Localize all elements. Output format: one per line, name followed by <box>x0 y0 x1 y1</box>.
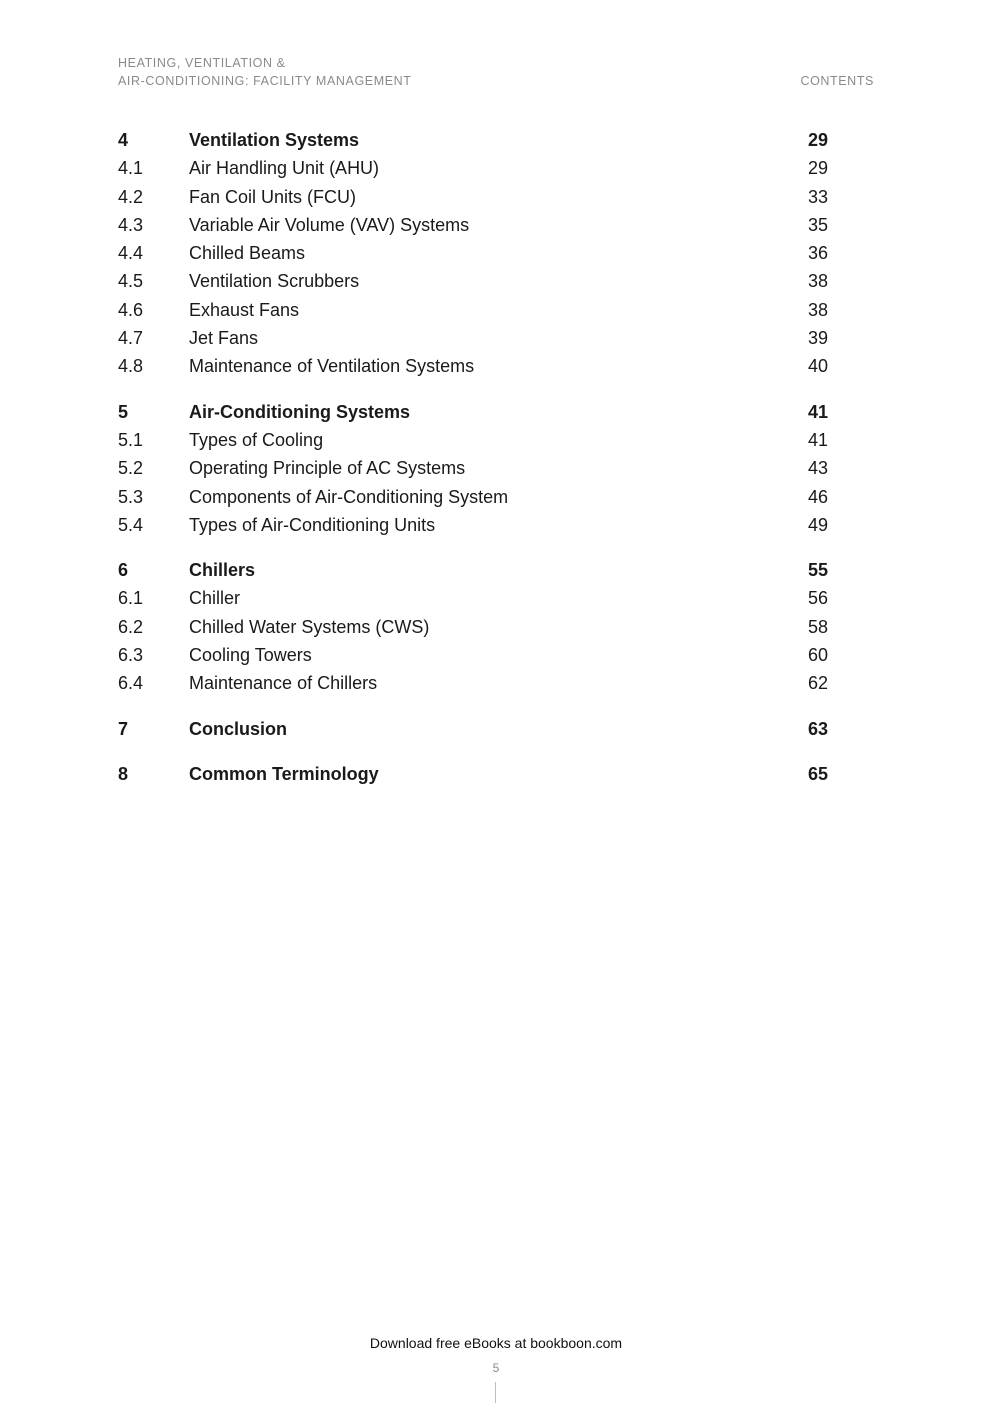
entry-title: Types of Air-Conditioning Units <box>189 514 436 535</box>
toc-entry-row[interactable] <box>118 296 828 324</box>
entry-title: Common Terminology <box>189 763 379 784</box>
entry-page-number: 40 <box>807 356 828 377</box>
toc-entry-row[interactable] <box>118 324 828 352</box>
entry-number: 5 <box>118 401 129 422</box>
entry-title: Variable Air Volume (VAV) Systems <box>189 214 470 235</box>
entry-number: 8 <box>118 763 129 784</box>
toc-section <box>118 556 828 697</box>
entry-number: 4.3 <box>118 214 144 235</box>
entry-number: 4.1 <box>118 158 144 179</box>
entry-number: 4.7 <box>118 328 144 349</box>
toc-section <box>118 715 828 743</box>
entry-page-number: 65 <box>807 763 828 784</box>
entry-number: 6 <box>118 560 129 581</box>
table-of-contents <box>118 126 828 805</box>
entry-number: 5.1 <box>118 429 144 450</box>
entry-number: 5.2 <box>118 458 144 479</box>
section-header: CONTENTS <box>800 74 874 88</box>
toc-entry-row[interactable] <box>118 352 828 380</box>
toc-entry-row[interactable] <box>118 183 828 211</box>
entry-title: Air-Conditioning Systems <box>189 401 411 422</box>
entry-number: 6.4 <box>118 673 144 694</box>
entry-page-number: 38 <box>807 299 828 320</box>
toc-chapter-row[interactable] <box>118 760 828 788</box>
entry-title: Types of Cooling <box>189 429 324 450</box>
entry-page-number: 29 <box>807 130 828 150</box>
running-header <box>118 54 874 94</box>
toc-entry-row[interactable] <box>118 267 828 295</box>
entry-page-number: 63 <box>807 718 828 739</box>
entry-page-number: 41 <box>807 429 828 450</box>
entry-page-number: 55 <box>807 560 828 581</box>
entry-title: Maintenance of Chillers <box>189 673 378 694</box>
entry-title: Conclusion <box>189 718 287 739</box>
toc-entry-row[interactable] <box>118 613 828 641</box>
entry-number: 6.2 <box>118 616 144 637</box>
download-link[interactable]: Download free eBooks at bookboon.com <box>369 1335 623 1351</box>
entry-title: Operating Principle of AC Systems <box>189 458 466 479</box>
toc-entry-row[interactable] <box>118 154 828 182</box>
toc-chapter-row[interactable] <box>118 556 828 584</box>
entry-number: 4.8 <box>118 356 144 377</box>
entry-title: Chillers <box>189 560 256 581</box>
entry-title: Chiller <box>189 588 241 609</box>
entry-page-number: 58 <box>807 616 828 637</box>
toc-section <box>118 398 828 539</box>
entry-title: Ventilation Scrubbers <box>189 271 360 292</box>
toc-chapter-row[interactable] <box>118 398 828 426</box>
toc-entry-row[interactable] <box>118 483 828 511</box>
entry-page-number: 39 <box>807 328 828 349</box>
toc-entry-row[interactable] <box>118 426 828 454</box>
entry-number: 5.4 <box>118 514 144 535</box>
entry-title: Jet Fans <box>189 328 259 349</box>
entry-title: Cooling Towers <box>189 645 312 666</box>
entry-title: Air Handling Unit (AHU) <box>189 158 380 179</box>
entry-number: 6.3 <box>118 645 144 666</box>
entry-title: Maintenance of Ventilation Systems <box>189 356 475 377</box>
entry-title: Ventilation Systems <box>189 130 360 150</box>
book-title-line-1: HEATING, VENTILATION & <box>118 56 286 70</box>
toc-entry-row[interactable] <box>118 584 828 612</box>
entry-title: Chilled Water Systems (CWS) <box>189 616 430 637</box>
entry-page-number: 49 <box>807 514 828 535</box>
entry-title: Exhaust Fans <box>189 299 300 320</box>
toc-entry-row[interactable] <box>118 511 828 539</box>
toc-section <box>118 126 828 381</box>
entry-page-number: 46 <box>807 486 828 507</box>
entry-page-number: 60 <box>807 645 828 666</box>
entry-page-number: 43 <box>807 458 828 479</box>
toc-chapter-row[interactable] <box>118 715 828 743</box>
book-title-line-2: AIR-CONDITIONING: FACILITY MANAGEMENT <box>118 74 412 88</box>
entry-number: 4.4 <box>118 243 144 264</box>
entry-number: 4 <box>118 130 129 150</box>
toc-entry-row[interactable] <box>118 211 828 239</box>
page-number: 5 <box>492 1361 500 1375</box>
entry-number: 5.3 <box>118 486 144 507</box>
toc-entry-row[interactable] <box>118 239 828 267</box>
toc-section <box>118 760 828 788</box>
entry-number: 4.5 <box>118 271 144 292</box>
entry-page-number: 56 <box>807 588 828 609</box>
toc-entry-row[interactable] <box>118 454 828 482</box>
entry-number: 6.1 <box>118 588 144 609</box>
entry-page-number: 62 <box>807 673 828 694</box>
entry-title: Fan Coil Units (FCU) <box>189 186 357 207</box>
toc-entry-row[interactable] <box>118 669 828 697</box>
entry-number: 7 <box>118 718 129 739</box>
entry-page-number: 33 <box>807 186 828 207</box>
entry-page-number: 41 <box>807 401 828 422</box>
entry-number: 4.2 <box>118 186 144 207</box>
entry-page-number: 38 <box>807 271 828 292</box>
toc-entry-row[interactable] <box>118 641 828 669</box>
toc-chapter-row[interactable] <box>118 126 828 154</box>
page-number-rule <box>495 1382 496 1403</box>
entry-page-number: 36 <box>807 243 828 264</box>
book-title-header <box>118 54 412 90</box>
entry-page-number: 29 <box>807 158 828 179</box>
entry-title: Components of Air-Conditioning System <box>189 486 509 507</box>
entry-title: Chilled Beams <box>189 243 306 264</box>
entry-page-number: 35 <box>807 214 828 235</box>
entry-number: 4.6 <box>118 299 144 320</box>
